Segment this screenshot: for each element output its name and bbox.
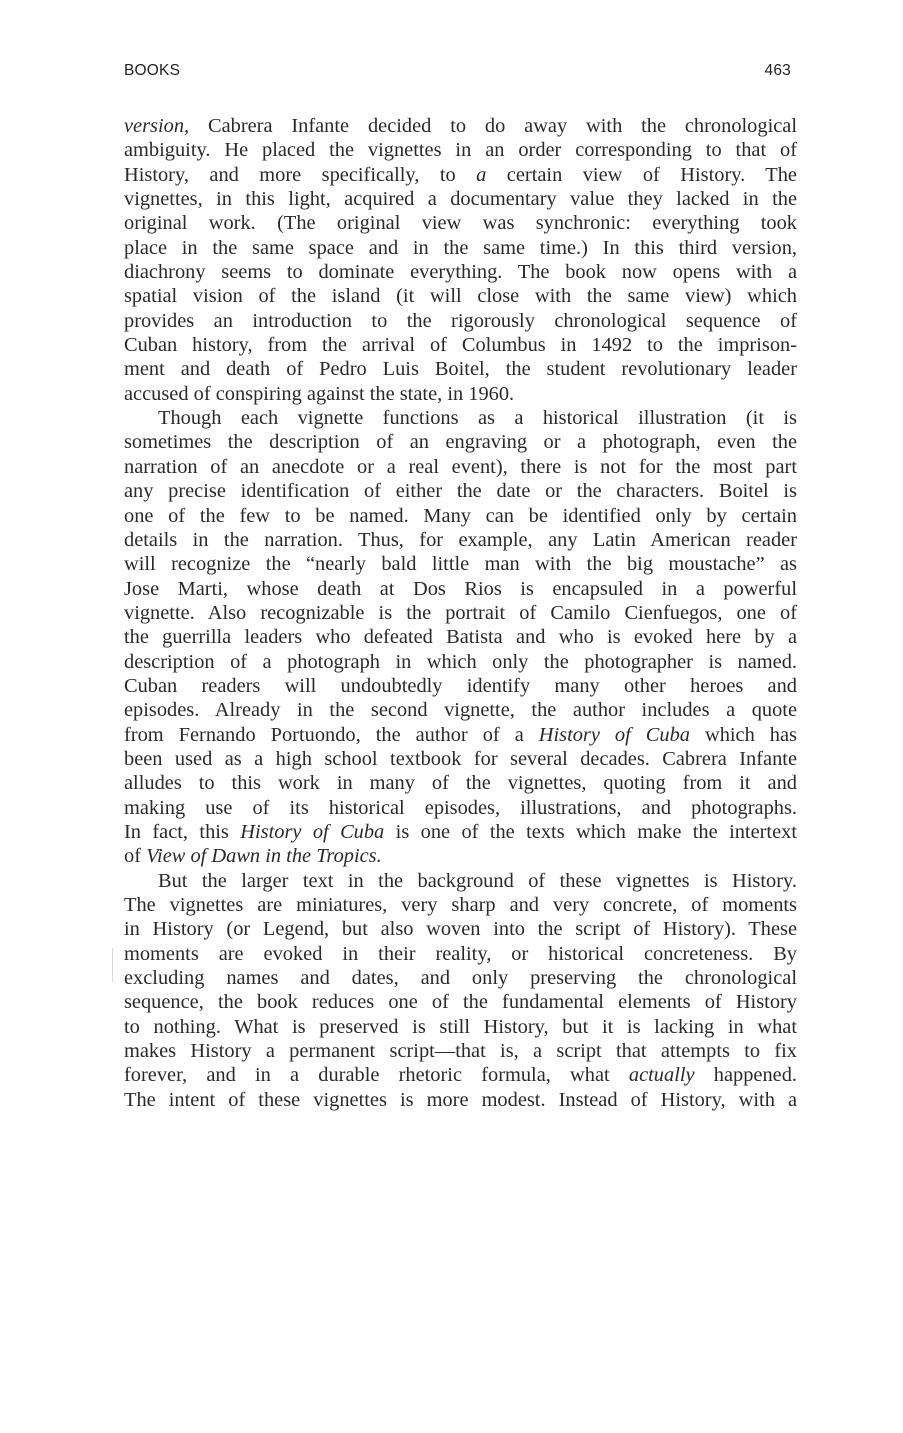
text-line: spatial vision of the island (it will close with the same view) which	[124, 285, 797, 308]
text-line: makes History a permanent script—that is, a script that attempts to fix	[124, 1040, 797, 1063]
running-head	[124, 62, 791, 84]
text-line: of View of Dawn in the Tropics.	[124, 845, 382, 868]
text-line: But the larger text in the background of these vignettes is History.	[158, 869, 797, 892]
text-line: episodes. Already in the second vignette, the author includes a quote	[124, 699, 797, 722]
text-line: place in the same space and in the same time.) In this third version,	[124, 236, 797, 259]
section-title: BOOKS	[124, 62, 181, 79]
body-text	[124, 114, 797, 1112]
text-line: accused of conspiring against the state, in 1960.	[124, 382, 515, 405]
text-line: History, and more specifically, to a certain view of History. The	[124, 163, 797, 186]
text-line: Though each vignette functions as a historical illustration (it is	[158, 407, 797, 430]
text-line: Cuban history, from the arrival of Columbus in 1492 to the imprison-	[124, 334, 797, 357]
text-line: The vignettes are miniatures, very sharp and very concrete, of moments	[124, 894, 797, 916]
text-line: making use of its historical episodes, illustrations, and photographs.	[124, 796, 797, 819]
paragraph-2	[124, 406, 797, 869]
text-line: details in the narration. Thus, for example, any Latin American reader	[124, 528, 797, 551]
margin-pencil-mark	[112, 948, 113, 982]
paragraph-1	[124, 114, 797, 406]
text-line: In fact, this History of Cuba is one of the texts which make the intertext	[124, 820, 798, 843]
italic-text: actually	[628, 1064, 695, 1087]
text-line: sometimes the description of an engraving or a photograph, even the	[124, 431, 797, 454]
text-line: forever, and in a durable rhetoric formula, what actually happened.	[124, 1064, 797, 1087]
italic-text: version,	[124, 115, 190, 137]
text-line: Jose Marti, whose death at Dos Rios is encapsuled in a powerful	[124, 577, 797, 600]
text-line: the guerrilla leaders who defeated Batista and who is evoked here by a	[124, 626, 797, 649]
text-line: description of a photograph in which only the photographer is named.	[124, 650, 797, 673]
text-line: alludes to this work in many of the vignettes, quoting from it and	[124, 772, 797, 795]
text-line: will recognize the “nearly bald little man with the big moustache” as	[124, 553, 797, 576]
text-line: ambiguity. He placed the vignettes in an order corresponding to that of	[124, 139, 797, 162]
text-line: excluding names and dates, and only preserving the chronological	[124, 967, 797, 990]
text-line: from Fernando Portuondo, the author of a History of Cuba which has	[124, 723, 797, 746]
text-line: to nothing. What is preserved is still History, but it is lacking in what	[124, 1015, 797, 1038]
text-line: in History (or Legend, but also woven into the script of History). These	[124, 918, 797, 941]
text-line: ment and death of Pedro Luis Boitel, the student revolutionary leader	[124, 358, 797, 381]
text-line: The intent of these vignettes is more modest. Instead of History, with a	[124, 1088, 797, 1111]
text-line: moments are evoked in their reality, or historical concreteness. By	[124, 942, 797, 965]
text-line: diachrony seems to dominate everything. The book now opens with a	[124, 261, 797, 284]
italic-text: View of Dawn in the Tropics.	[146, 845, 382, 868]
text-line: one of the few to be named. Many can be identified only by certain	[124, 504, 797, 527]
page-number: 463	[764, 62, 791, 79]
text-line: sequence, the book reduces one of the fundamental elements of History	[124, 991, 797, 1014]
text-line: Cuban readers will undoubtedly identify many other heroes and	[124, 674, 797, 697]
text-line: vignettes, in this light, acquired a documentary value they lacked in the	[124, 188, 797, 211]
text-line: any precise identification of either the date or the characters. Boitel is	[124, 480, 797, 503]
italic-text: History of Cuba	[240, 820, 385, 843]
text-line: original work. (The original view was synchronic: everything took	[124, 212, 797, 235]
text-line: narration of an anecdote or a real event), there is not for the most part	[124, 455, 797, 478]
text-line: been used as a high school textbook for several decades. Cabrera Infante	[124, 747, 797, 770]
text-line: provides an introduction to the rigorously chronological sequence of	[124, 309, 797, 332]
italic-text: History of Cuba	[538, 723, 690, 746]
text-line: version, Cabrera Infante decided to do away with the chronological	[124, 115, 797, 137]
paragraph-3	[124, 869, 797, 1112]
text-line: vignette. Also recognizable is the portrait of Camilo Cienfuegos, one of	[124, 601, 797, 624]
italic-text: a	[476, 163, 487, 186]
